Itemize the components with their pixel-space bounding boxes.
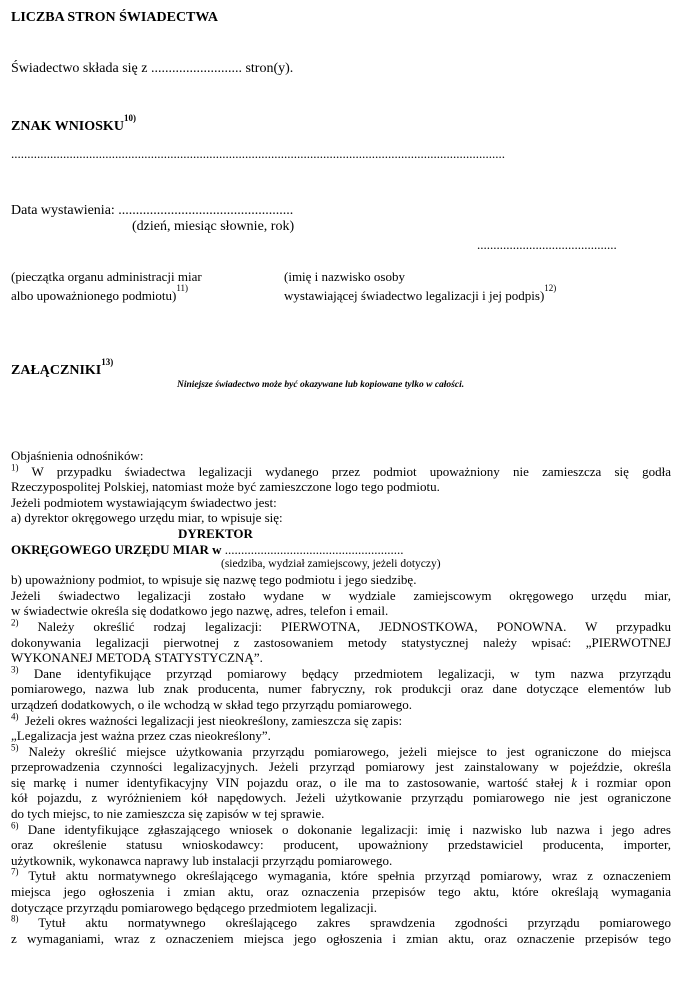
note-3-line-a bbox=[11, 666, 671, 682]
attachments-ref: 13) bbox=[101, 357, 114, 367]
request-dots: ........................................................................................................................................................ bbox=[11, 146, 505, 161]
note-1-line-b: Rzeczypospolitej Polskiej, natomiast może być zamieszczone logo tego podmiotu. bbox=[11, 479, 440, 495]
note-1-office: OKRĘGOWEGO URZĘDU MIAR w bbox=[11, 541, 222, 557]
issue-date-hint: (dzień, miesiąc słownie, rok) bbox=[132, 219, 295, 234]
note-8-line-a bbox=[11, 915, 671, 931]
note-4-line-b: „Legalizacja jest ważna przez czas nieokreślony”. bbox=[11, 728, 271, 744]
note-5-k-symbol: k bbox=[571, 774, 578, 790]
signature-dots: ........................................... bbox=[477, 237, 617, 252]
note-8-ref: 8) bbox=[11, 913, 19, 924]
note-6-line-b: oraz określenie statusu wnioskodawcy: producent, upoważniony przedstawiciel producenta, importer, bbox=[11, 837, 671, 853]
signer-ref: 12) bbox=[544, 283, 557, 293]
note-1-line-j: w świadectwie określa się dodatkowo jego nazwę, adres, telefon i email. bbox=[11, 603, 389, 619]
note-3-text-a: Dane identyfikujące przyrząd pomiarowy będący przedmiotem legalizacji, w tym nazwa przyrządu bbox=[33, 665, 671, 681]
request-ref: 10) bbox=[123, 113, 136, 123]
note-2-line-a bbox=[11, 619, 671, 635]
note-6-text-a: Dane identyfikujące zgłaszającego wniosek o dokonanie legalizacji: imię i nazwisko lub nazwa i jego adres bbox=[27, 821, 671, 837]
note-7-line-b: miejsca jego ogłoszenia i zmian aktu, oraz oznaczenia przepisów tego aktu, które określają wymagania bbox=[11, 884, 671, 900]
note-1-office-line bbox=[11, 542, 671, 558]
notes-heading: Objaśnienia odnośników: bbox=[11, 448, 144, 463]
attachments-title-text: ZAŁĄCZNIKI bbox=[11, 363, 102, 378]
note-3-ref: 3) bbox=[11, 664, 19, 675]
footnotes bbox=[11, 448, 671, 946]
note-5-line-d: kół pojazdu, z wyróżnieniem kół napędowych. Jeżeli użytkowanie przyrządu pomiarowego nie jest ograniczone bbox=[11, 790, 671, 806]
note-1-line-d: a) dyrektor okręgowego urzędu miar, to wpisuje się: bbox=[11, 510, 283, 526]
note-2-text-a: Należy określić rodzaj legalizacji: PIERWOTNA, JEDNOSTKOWA, PONOWNA. W przypadku bbox=[37, 618, 672, 634]
signer-line-2-text: wystawiającej świadectwo legalizacji i jej podpis) bbox=[284, 288, 545, 303]
request-title-text: ZNAK WNIOSKU bbox=[11, 119, 124, 134]
note-4-text-a: Jeżeli okres ważności legalizacji jest nieokreślony, zamieszcza się zapis: bbox=[25, 712, 403, 728]
note-1-office-dots: ....................................................... bbox=[221, 541, 404, 557]
note-2-ref: 2) bbox=[11, 617, 19, 628]
copy-note: Niniejsze świadectwo może być okazywane lub kopiowane tylko w całości. bbox=[177, 380, 465, 390]
note-1-text-a: W przypadku świadectwa legalizacji wydanego przez podmiot upoważniony nie zamieszcza się godła bbox=[31, 463, 672, 479]
note-4-line-a bbox=[11, 713, 671, 729]
note-5-text-c2: i rozmiar opon bbox=[585, 774, 672, 790]
note-2-line-c: WYKONANEJ METODĄ STATYSTYCZNĄ”. bbox=[11, 650, 263, 666]
note-7-text-a: Tytuł aktu normatywnego określającego wymagania, które spełnia przyrząd pomiarowy, wraz z oznaczeniem bbox=[28, 868, 672, 884]
signer-line-1: (imię i nazwisko osoby bbox=[284, 269, 405, 284]
note-5-text-c1: się markę i numer identyfikacyjny VIN pojazdu oraz, o ile ma to zastosowanie, wartość stałej bbox=[11, 774, 564, 790]
pages-title: LICZBA STRON ŚWIADECTWA bbox=[11, 10, 218, 25]
stamp-line-2-text: albo upoważnionego podmiotu) bbox=[11, 288, 177, 303]
note-5-ref: 5) bbox=[11, 742, 19, 753]
note-1-line-h: b) upoważniony podmiot, to wpisuje się nazwę tego podmiotu i jego siedzibę. bbox=[11, 572, 417, 588]
request-title bbox=[11, 113, 136, 135]
pages-count-line: Świadectwo składa się z .......................... stron(y). bbox=[11, 61, 294, 76]
note-5-line-e: do tych miejsc, to nie zamieszcza się zapisów w tej sprawie. bbox=[11, 806, 325, 822]
note-3-line-b: pomiarowego, nazwa lub znak producenta, numer fabryczny, rok produkcji oraz dane dotyczące elementów lub bbox=[11, 681, 671, 697]
stamp-line-2 bbox=[11, 283, 189, 305]
note-6-ref: 6) bbox=[11, 820, 19, 831]
note-6-line-a bbox=[11, 822, 671, 838]
note-1-ref: 1) bbox=[11, 462, 19, 473]
note-4-ref: 4) bbox=[11, 711, 19, 722]
note-7-line-a bbox=[11, 868, 671, 884]
note-2-line-b: dokonywania legalizacji pierwotnej z zastosowaniem metody statystycznej należy wpisać: „PIERWOTNEJ bbox=[11, 634, 671, 650]
note-7-ref: 7) bbox=[11, 867, 19, 878]
note-1-office-hint: (siedziba, wydział zamiejscowy, jeżeli dotyczy) bbox=[221, 558, 441, 571]
note-1-director: DYREKTOR bbox=[178, 525, 253, 541]
note-8-text-a: Tytuł aktu normatywnego określającego zakres sprawdzenia zgodności przyrządu pomiarowego bbox=[38, 915, 672, 931]
note-1-line-i: Jeżeli świadectwo legalizacji zostało wydane w wydziale zamiejscowym okręgowego urzędu miar, bbox=[11, 587, 671, 603]
note-7-line-c: dotyczące przyrządu pomiarowego będącego przedmiotem legalizacji. bbox=[11, 899, 377, 915]
note-1-line-a bbox=[11, 464, 671, 480]
note-5-line-b: przeprowadzenia czynności legalizacyjnych. Jeżeli przyrząd pomiarowy jest zainstalowany w pojeździe, określa bbox=[11, 759, 671, 775]
note-5-line-a bbox=[11, 744, 671, 760]
stamp-line-1: (pieczątka organu administracji miar bbox=[11, 269, 202, 284]
note-3-line-c: urządzeń dodatkowych, o ile wchodzą w skład tego przyrządu pomiarowego. bbox=[11, 696, 413, 712]
note-6-line-c: użytkownik, wykonawca naprawy lub instalacji przyrządu pomiarowego. bbox=[11, 852, 393, 868]
issue-date-label: Data wystawienia: .................................................. bbox=[11, 203, 294, 218]
attachments-title bbox=[11, 357, 114, 379]
signer-line-2 bbox=[284, 283, 557, 305]
note-5-text-a: Należy określić miejsce użytkowania przyrządu pomiarowego, jeżeli miejsce to jest ograniczone do miejsca bbox=[28, 743, 672, 759]
stamp-ref: 11) bbox=[176, 283, 189, 293]
note-8-line-b: z wymaganiami, wraz z oznaczeniem miejsca jego ogłoszenia i zmian aktu, oraz oznaczenie przepisów tego bbox=[11, 930, 671, 946]
note-1-line-c: Jeżeli podmiotem wystawiającym świadectwo jest: bbox=[11, 494, 277, 510]
note-5-line-c bbox=[11, 775, 671, 791]
